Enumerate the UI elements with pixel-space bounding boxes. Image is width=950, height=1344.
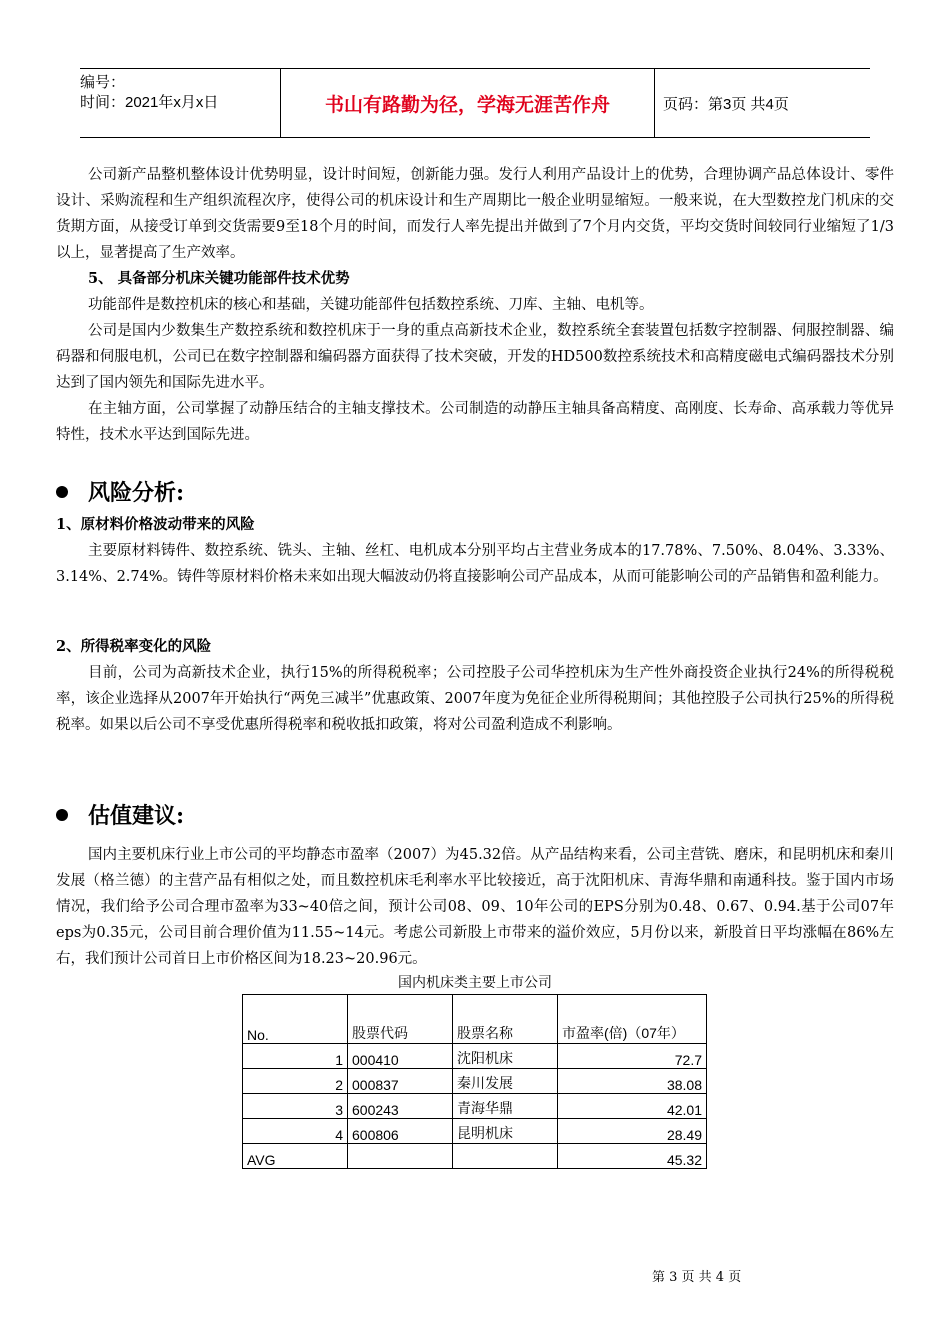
table-cell: 青海华鼎 bbox=[453, 1094, 558, 1119]
table-cell: 28.49 bbox=[558, 1119, 707, 1144]
table-row bbox=[243, 1044, 707, 1069]
header-motto: 书山有路勤为径，学海无涯苦作舟 bbox=[281, 69, 655, 137]
table-row bbox=[243, 1119, 707, 1144]
intro-block bbox=[56, 162, 894, 448]
intro-paragraph: 公司新产品整机整体设计优势明显，设计时间短，创新能力强。发行人利用产品设计上的优势，合理协调产品总体设计、零件设计、采购流程和生产组织流程次序，使得公司的机床设计和生产周期比一般企业明显缩短。一般来说，在大型数控龙门机床的交货期方面，从接受订单到交货需要9至18个月的时间，而发行人率先提出并做到了7个月内交货，平均交货时间较同行业缩短了1/3以上，显著提高了生产效率。 bbox=[56, 167, 894, 261]
table-cell: 000410 bbox=[348, 1044, 453, 1069]
subsection-5-title: 5、 具备部分机床关键功能部件技术优势 bbox=[88, 270, 350, 287]
table-avg-row bbox=[243, 1144, 707, 1169]
table-cell: 沈阳机床 bbox=[453, 1044, 558, 1069]
header-page-label: 页码：第3页 共4页 bbox=[663, 95, 789, 113]
footer-page-number: 第 3 页 共 4 页 bbox=[652, 1270, 742, 1285]
valuation-heading-text: 估值建议: bbox=[88, 803, 185, 829]
risk-heading bbox=[56, 476, 184, 507]
table-cell: 600806 bbox=[348, 1119, 453, 1144]
table-header-cell: No. bbox=[243, 995, 348, 1044]
risk-item-1 bbox=[56, 512, 894, 590]
table-cell: 4 bbox=[243, 1119, 348, 1144]
valuation-heading bbox=[56, 799, 184, 830]
table-cell: 38.08 bbox=[558, 1069, 707, 1094]
subsection-5-paragraph: 在主轴方面，公司掌握了动静压结合的主轴支撑技术。公司制造的动静压主轴具备高精度、高刚度、长寿命、高承载力等优异特性，技术水平达到国际先进。 bbox=[56, 401, 894, 443]
page-header bbox=[80, 68, 870, 138]
risk-item-2-title: 2、所得税率变化的风险 bbox=[56, 638, 212, 655]
table-header-cell: 股票名称 bbox=[453, 995, 558, 1044]
number-label: 编号： bbox=[80, 74, 126, 91]
risk-heading-text: 风险分析: bbox=[88, 480, 185, 506]
table-cell: 3 bbox=[243, 1094, 348, 1119]
table-cell: 昆明机床 bbox=[453, 1119, 558, 1144]
header-info-cell bbox=[80, 69, 281, 137]
table-cell: 600243 bbox=[348, 1094, 453, 1119]
risk-item-2 bbox=[56, 634, 894, 738]
table-cell: 2 bbox=[243, 1069, 348, 1094]
pe-table bbox=[242, 994, 707, 1169]
table-cell: 45.32 bbox=[558, 1144, 707, 1169]
table-cell bbox=[453, 1144, 558, 1169]
time-label: 时间：2021年x月x日 bbox=[80, 94, 219, 111]
table-cell: AVG bbox=[243, 1144, 348, 1169]
table-cell: 1 bbox=[243, 1044, 348, 1069]
table-cell: 000837 bbox=[348, 1069, 453, 1094]
bullet-icon bbox=[56, 809, 68, 821]
risk-item-1-title: 1、原材料价格波动带来的风险 bbox=[56, 516, 255, 533]
table-caption: 国内机床类主要上市公司 bbox=[398, 975, 552, 991]
bullet-icon bbox=[56, 486, 68, 498]
table-header-cell: 市盈率(倍)（07年） bbox=[558, 995, 707, 1044]
table-row bbox=[243, 1094, 707, 1119]
table-cell: 42.01 bbox=[558, 1094, 707, 1119]
table-header-cell: 股票代码 bbox=[348, 995, 453, 1044]
valuation-text: 国内主要机床行业上市公司的平均静态市盈率（2007）为45.32倍。从产品结构来看，公司主营铣、磨床，和昆明机床和秦川发展（格兰德）的主营产品有相似之处，而且数控机床毛利率水平比较接近，高于沈阳机床、青海华鼎和南通科技。鉴于国内市场情况，我们给予公司合理市盈率为33~40倍之间，预计公司08、09、10年公司的EPS分别为0.48、0.67、0.94.基于公司07年eps为0.35元，公司目前合理价值为11.55~14元。考虑公司新股上市带来的溢价效应，5月份以来，新股首日平均涨幅在86%左右，我们预计公司首日上市价格区间为18.23~20.96元。 bbox=[56, 847, 894, 967]
valuation-block bbox=[56, 842, 894, 972]
table-cell bbox=[348, 1144, 453, 1169]
subsection-5-paragraph: 公司是国内少数集生产数控系统和数控机床于一身的重点高新技术企业，数控系统全套装置包括数字控制器、伺服控制器、编码器和伺服电机，公司已在数字控制器和编码器方面获得了技术突破，开发的HD500数控系统技术和高精度磁电式编码器技术分别达到了国内领先和国际先进水平。 bbox=[56, 323, 894, 391]
risk-item-2-text: 目前，公司为高新技术企业，执行15%的所得税税率；公司控股子公司华控机床为生产性外商投资企业执行24%的所得税税率，该企业选择从2007年开始执行“两免三减半”优惠政策、2007年度为免征企业所得税期间；其他控股子公司执行25%的所得税税率。如果以后公司不享受优惠所得税率和税收抵扣政策，将对公司盈利造成不利影响。 bbox=[56, 665, 894, 733]
table-cell: 72.7 bbox=[558, 1044, 707, 1069]
subsection-5-paragraph: 功能部件是数控机床的核心和基础，关键功能部件包括数控系统、刀库、主轴、电机等。 bbox=[88, 297, 654, 313]
table-row bbox=[243, 1069, 707, 1094]
risk-item-1-text: 主要原材料铸件、数控系统、铣头、主轴、丝杠、电机成本分别平均占主营业务成本的17.78%、7.50%、8.04%、3.33%、3.14%、2.74%。铸件等原材料价格未来如出现大幅波动仍将直接影响公司产品成本，从而可能影响公司的产品销售和盈利能力。 bbox=[56, 543, 894, 585]
table-cell: 秦川发展 bbox=[453, 1069, 558, 1094]
table-header-row bbox=[243, 995, 707, 1044]
